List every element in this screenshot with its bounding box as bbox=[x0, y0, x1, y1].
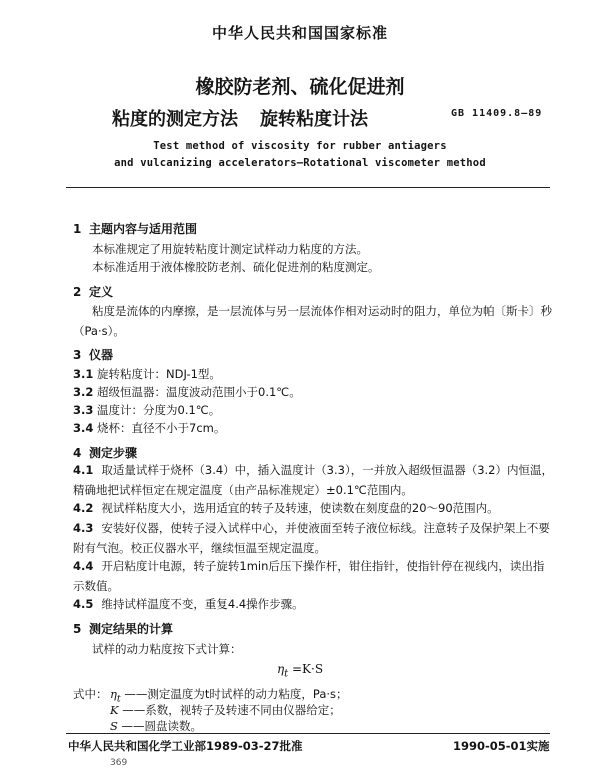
item-4-1 bbox=[73, 460, 554, 500]
def-symbol: K bbox=[110, 703, 119, 717]
title-cn-line1: 橡胶防老剂、硫化促进剂 bbox=[195, 76, 405, 98]
item-number: 3.2 bbox=[73, 385, 94, 399]
section-number: 3 bbox=[73, 348, 82, 362]
title-cn-submethod: 旋转粘度计法 bbox=[260, 109, 368, 130]
formula-eta: η bbox=[276, 662, 285, 676]
item-text: 温度计：分度为0.1℃。 bbox=[97, 403, 221, 417]
viscosity-formula bbox=[0, 662, 600, 679]
item-4-4 bbox=[73, 556, 554, 596]
section-5-para-1: 试样的动力粘度按下式计算： bbox=[92, 642, 242, 656]
title-en-line1: Test method of viscosity for rubber antiagers bbox=[153, 140, 447, 152]
item-number: 3.3 bbox=[73, 403, 94, 417]
def-k bbox=[110, 702, 341, 718]
item-number: 4.3 bbox=[73, 521, 94, 535]
section-3-heading bbox=[73, 346, 113, 363]
approval-line: 中华人民共和国化学工业部1989-03-27批准 bbox=[68, 739, 303, 753]
def-text: ——圆盘读数。 bbox=[121, 719, 203, 733]
section-1-para-1: 本标准规定了用旋转粘度计测定试样动力粘度的方法。 bbox=[92, 242, 368, 256]
section-title: 主题内容与适用范围 bbox=[89, 222, 198, 236]
item-3-2 bbox=[73, 384, 553, 400]
item-3-4 bbox=[73, 420, 553, 436]
section-title: 仪器 bbox=[89, 348, 114, 362]
item-number: 3.4 bbox=[73, 421, 94, 435]
page-number: 369 bbox=[110, 758, 128, 768]
section-5-heading bbox=[73, 620, 173, 637]
standard-org: 中华人民共和国国家标准 bbox=[211, 24, 388, 42]
item-text: 视试样粘度大小，选用适宜的转子及转速，使读数在刻度盘的20～90范围内。 bbox=[101, 501, 499, 515]
item-text: 取适量试样于烧杯（3.4）中，插入温度计（3.3），一并放入超级恒温器（3.2）内恒温，精确地把试样恒定在规定温度（由产品标准规定）±0.1℃范围内。 bbox=[73, 463, 553, 497]
item-text: 旋转粘度计：NDJ-1型。 bbox=[97, 367, 221, 381]
top-divider bbox=[66, 187, 550, 188]
def-symbol-sub: t bbox=[116, 693, 121, 705]
def-symbol: S bbox=[110, 719, 118, 733]
title-cn-method: 粘度的测定方法 bbox=[112, 109, 238, 130]
def-text: ——测定温度为t时试样的动力粘度，Pa·s； bbox=[124, 687, 348, 701]
item-number: 4.4 bbox=[73, 559, 94, 573]
item-4-5 bbox=[73, 594, 554, 614]
item-text: 烧杯：直径不小于7cm。 bbox=[97, 421, 226, 435]
section-4-heading bbox=[73, 444, 137, 461]
section-number: 5 bbox=[73, 622, 82, 636]
title-cn-line2 bbox=[112, 105, 368, 131]
section-title: 测定步骤 bbox=[89, 446, 138, 460]
item-number: 4.2 bbox=[73, 501, 94, 515]
section-title: 定义 bbox=[89, 285, 114, 299]
section-title: 测定结果的计算 bbox=[89, 622, 174, 636]
def-symbol: η bbox=[110, 687, 117, 701]
item-number: 4.1 bbox=[73, 463, 94, 477]
footer-divider bbox=[66, 733, 550, 734]
implementation-date: 1990-05-01实施 bbox=[453, 739, 550, 753]
section-number: 2 bbox=[73, 285, 82, 299]
formula-rhs: =K·S bbox=[292, 662, 324, 676]
section-2-heading bbox=[73, 283, 113, 300]
item-text: 开启粘度计电源，转子旋转1min后压下操作杆，钳住指针，使指针停在视线内，读出指示数值。 bbox=[73, 559, 545, 593]
item-number: 4.5 bbox=[73, 597, 94, 611]
title-en-line2: and vulcanizing accelerators—Rotational viscometer method bbox=[114, 157, 486, 169]
formula-eta-sub: t bbox=[284, 668, 289, 680]
item-4-3 bbox=[73, 518, 554, 558]
item-4-2 bbox=[73, 498, 554, 518]
section-2-para-1 bbox=[73, 301, 553, 341]
section-number: 4 bbox=[73, 446, 82, 460]
def-s bbox=[110, 718, 202, 734]
item-text: 维持试样温度不变，重复4.4操作步骤。 bbox=[101, 597, 304, 611]
def-text: ——系数，视转子及转速不同由仪器给定； bbox=[122, 703, 341, 717]
item-3-3 bbox=[73, 402, 553, 418]
item-number: 3.1 bbox=[73, 367, 94, 381]
definition-text: 粘度是流体的内摩擦，是一层流体与另一层流体作相对运动时的阻力，单位为帕〔斯卡〕秒（Pa·s）。 bbox=[73, 304, 552, 338]
item-3-1 bbox=[73, 366, 553, 382]
section-number: 1 bbox=[73, 222, 82, 236]
where-label: 式中： bbox=[73, 687, 108, 701]
item-text: 安装好仪器，使转子浸入试样中心，并使液面至转子液位标线。注意转子及保护架上不要附有气泡。校正仪器水平，继续恒温至规定温度。 bbox=[73, 521, 550, 555]
gb-number: GB 11409.8—89 bbox=[451, 108, 543, 119]
item-text: 超级恒温器：温度波动范围小于0.1℃。 bbox=[97, 385, 301, 399]
section-1-heading bbox=[73, 220, 197, 237]
section-1-para-2: 本标准适用于液体橡胶防老剂、硫化促进剂的粘度测定。 bbox=[92, 260, 380, 274]
